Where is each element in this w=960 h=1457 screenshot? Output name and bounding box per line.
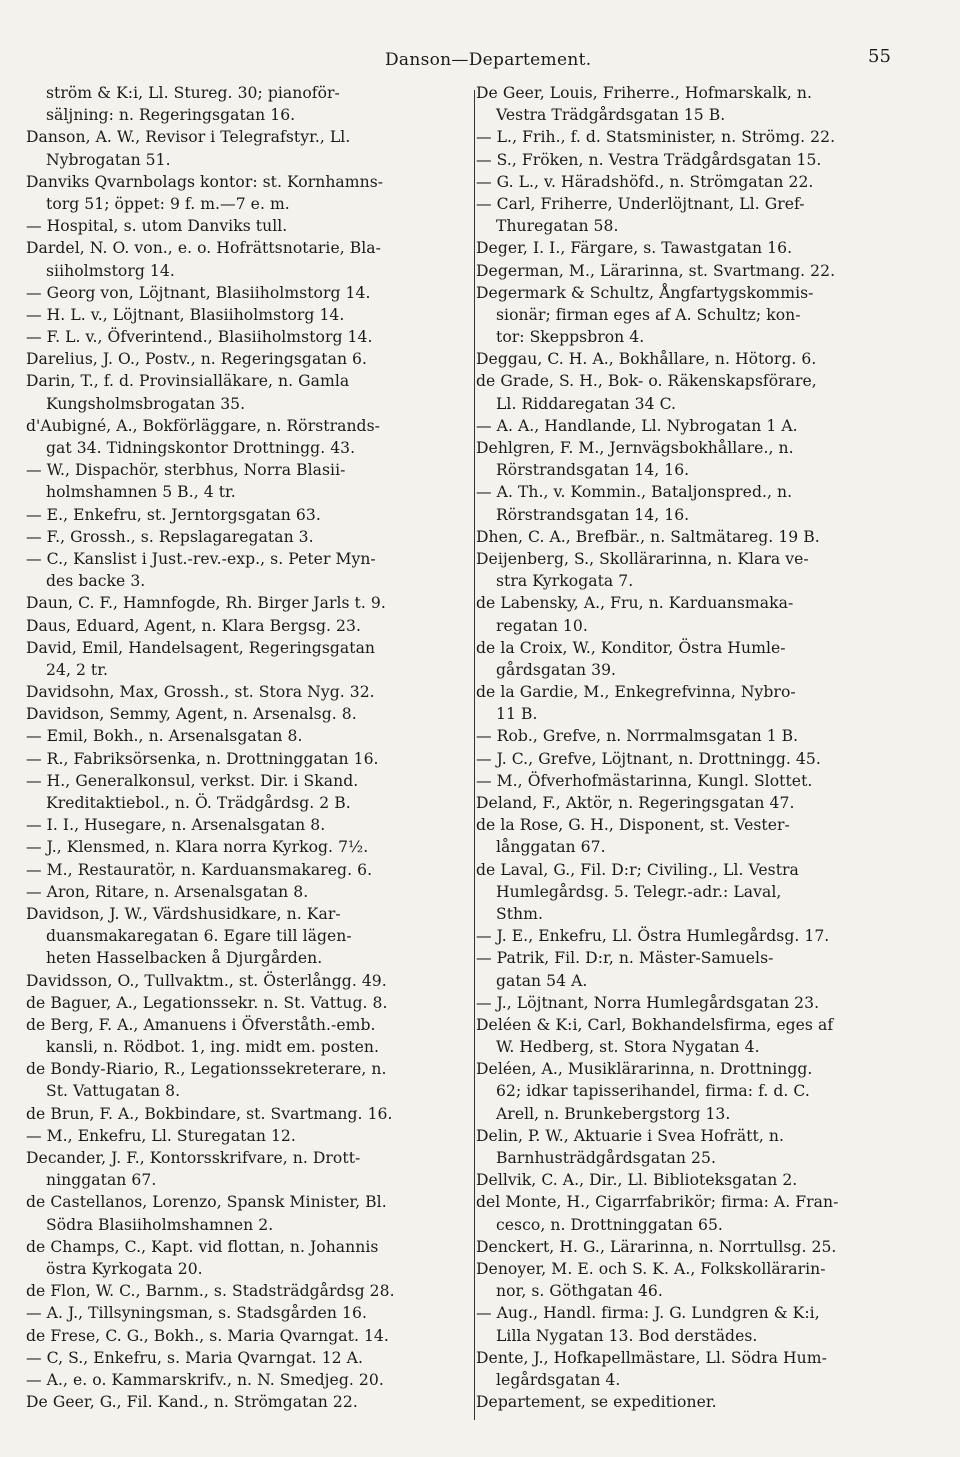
directory-line: sionär; firman eges af A. Schultz; kon-	[496, 305, 801, 324]
directory-line: — Aug., Handl. firma: J. G. Lundgren & K:i,	[476, 1304, 820, 1323]
directory-line: — J., Klensmed, n. Klara norra Kyrkog. 7½.	[26, 838, 369, 857]
directory-line: Dhen, C. A., Brefbär., n. Saltmätareg. 19 B.	[476, 527, 820, 546]
directory-line: Södra Blasiiholmshamnen 2.	[46, 1215, 274, 1234]
directory-line: Humlegårdsg. 5. Telegr.-adr.: Laval,	[496, 882, 782, 901]
directory-line: de Laval, G., Fil. D:r; Civiling., Ll. Vestra	[476, 860, 799, 879]
directory-line: Arell, n. Brunkebergstorg 13.	[496, 1104, 731, 1123]
directory-line: de Grade, S. H., Bok- o. Räkenskapsförare,	[476, 372, 817, 391]
page-header	[0, 44, 960, 74]
directory-line: Kungsholmsbrogatan 35.	[46, 394, 246, 413]
directory-line: Davidsohn, Max, Grossh., st. Stora Nyg. 32.	[26, 683, 375, 702]
directory-line: Dellvik, C. A., Dir., Ll. Biblioteksgatan 2.	[476, 1171, 798, 1190]
directory-line: Vestra Trädgårdsgatan 15 B.	[496, 106, 726, 125]
directory-line: — C., Kanslist i Just.-rev.-exp., s. Peter Myn-	[26, 549, 376, 568]
directory-line: W. Hedberg, st. Stora Nygatan 4.	[496, 1038, 760, 1057]
directory-line: Sthm.	[496, 904, 543, 923]
directory-line: duansmakaregatan 6. Egare till lägen-	[46, 927, 352, 946]
directory-line: — Carl, Friherre, Underlöjtnant, Ll. Gref-	[476, 194, 805, 213]
directory-line: del Monte, H., Cigarrfabrikör; firma: A. Fran-	[476, 1193, 839, 1212]
directory-line: De Geer, G., Fil. Kand., n. Strömgatan 22.	[26, 1393, 358, 1412]
directory-line: — J. C., Grefve, Löjtnant, n. Drottningg. 45.	[476, 749, 821, 768]
directory-line: — R., Fabriksörsenka, n. Drottninggatan 16.	[26, 749, 379, 768]
directory-line: Deger, I. I., Färgare, s. Tawastgatan 16.	[476, 239, 793, 258]
directory-line: Lilla Nygatan 13. Bod derstädes.	[496, 1326, 758, 1345]
directory-line: holmshamnen 5 B., 4 tr.	[46, 483, 236, 502]
directory-line: — H., Generalkonsul, verkst. Dir. i Skand.	[26, 771, 359, 790]
directory-line: Dente, J., Hofkapellmästare, Ll. Södra Hum-	[476, 1348, 827, 1367]
directory-line: — Georg von, Löjtnant, Blasiiholmstorg 14.	[26, 283, 371, 302]
directory-line: Davidsson, O., Tullvaktm., st. Österlångg. 49.	[26, 971, 387, 990]
directory-line: De Geer, Louis, Friherre., Hofmarskalk, n.	[476, 84, 812, 102]
directory-line: Delin, P. W., Aktuarie i Svea Hofrätt, n.	[476, 1126, 784, 1145]
directory-line: torg 51; öppet: 9 f. m.—7 e. m.	[46, 194, 290, 213]
directory-line: legårdsgatan 4.	[496, 1370, 621, 1389]
directory-line: — Hospital, s. utom Danviks tull.	[26, 217, 288, 236]
directory-line: — F., Grossh., s. Repslagaregatan 3.	[26, 527, 314, 546]
directory-line: Deland, F., Aktör, n. Regeringsgatan 47.	[476, 794, 795, 812]
directory-line: — A., e. o. Kammarskrifv., n. N. Smedjeg. 20.	[26, 1370, 384, 1389]
directory-line: gat 34. Tidningskontor Drottningg. 43.	[46, 439, 356, 457]
directory-line: Thuregatan 58.	[496, 217, 619, 236]
directory-line: Barnhusträdgårdsgatan 25.	[496, 1149, 716, 1167]
directory-line: Ll. Riddaregatan 34 C.	[496, 394, 677, 413]
directory-line: — I. I., Husegare, n. Arsenalsgatan 8.	[26, 816, 326, 835]
directory-line: d'Aubigné, A., Bokförläggare, n. Rörstrands-	[26, 416, 380, 435]
directory-line: — Rob., Grefve, n. Norrmalmsgatan 1 B.	[476, 727, 799, 746]
directory-line: Danson, A. W., Revisor i Telegrafstyr., Ll.	[26, 128, 351, 147]
directory-line: — L., Frih., f. d. Statsminister, n. Strömg. 22.	[476, 128, 836, 147]
directory-line: siiholmstorg 14.	[46, 261, 175, 280]
directory-line: de Frese, C. G., Bokh., s. Maria Qvarngat. 14.	[26, 1326, 389, 1345]
directory-line: säljning: n. Regeringsgatan 16.	[46, 106, 296, 125]
directory-line: de la Rose, G. H., Disponent, st. Vester-	[476, 816, 790, 835]
directory-line: — A. J., Tillsyningsman, s. Stadsgården 16.	[26, 1304, 367, 1323]
directory-line: 24, 2 tr.	[46, 660, 109, 679]
directory-line: Davidson, J. W., Värdshusidkare, n. Kar-	[26, 904, 341, 923]
directory-line: tor: Skeppsbron 4.	[496, 328, 645, 347]
directory-line: Degermark & Schultz, Ångfartygskommis-	[476, 283, 814, 302]
directory-line: de Castellanos, Lorenzo, Spansk Minister, Bl.	[26, 1193, 387, 1212]
directory-line: Danviks Qvarnbolags kontor: st. Kornhamns-	[26, 172, 384, 191]
directory-line: Denoyer, M. E. och S. K. A., Folkskollärarin-	[476, 1259, 826, 1278]
directory-line: — E., Enkefru, st. Jerntorgsgatan 63.	[26, 505, 321, 524]
directory-line: — J., Löjtnant, Norra Humlegårdsgatan 23.	[476, 993, 820, 1012]
directory-line: Decander, J. F., Kontorsskrifvare, n. Drott-	[26, 1149, 361, 1167]
directory-line: Dehlgren, F. M., Jernvägsbokhållare., n.	[476, 439, 794, 457]
right-column	[476, 82, 942, 1413]
directory-line: — J. E., Enkefru, Ll. Östra Humlegårdsg. 17.	[476, 927, 830, 946]
directory-line: — W., Dispachör, sterbhus, Norra Blasii-	[26, 461, 346, 480]
directory-line: de Champs, C., Kapt. vid flottan, n. Johannis	[26, 1237, 379, 1256]
directory-line: stra Kyrkogata 7.	[496, 572, 634, 591]
directory-line: — A. A., Handlande, Ll. Nybrogatan 1 A.	[476, 416, 798, 435]
directory-line: Deléen, A., Musiklärarinna, n. Drottningg.	[476, 1060, 813, 1079]
directory-line: 62; idkar tapisserihandel, firma: f. d. C.	[496, 1082, 810, 1101]
directory-line: St. Vattugatan 8.	[46, 1082, 181, 1101]
running-head: Danson—Departement.	[385, 50, 592, 70]
directory-line: des backe 3.	[46, 572, 146, 591]
directory-line: de Brun, F. A., Bokbindare, st. Svartmang. 16.	[26, 1104, 393, 1123]
directory-line: cesco, n. Drottninggatan 65.	[496, 1215, 723, 1234]
directory-line: de la Gardie, M., Enkegrefvinna, Nybro-	[476, 683, 796, 702]
directory-line: Daus, Eduard, Agent, n. Klara Bergsg. 23.	[26, 616, 361, 635]
directory-line: — Patrik, Fil. D:r, n. Mäster-Samuels-	[476, 949, 774, 968]
directory-line: gårdsgatan 39.	[496, 660, 617, 679]
directory-line: Darelius, J. O., Postv., n. Regeringsgatan 6.	[26, 350, 368, 369]
directory-line: heten Hasselbacken å Djurgården.	[46, 949, 323, 968]
directory-line: — C, S., Enkefru, s. Maria Qvarngat. 12 A.	[26, 1348, 363, 1367]
page-number: 55	[868, 46, 891, 67]
directory-line: ninggatan 67.	[46, 1171, 157, 1190]
directory-line: Deggau, C. H. A., Bokhållare, n. Hötorg. 6.	[476, 350, 817, 369]
directory-line: de Berg, F. A., Amanuens i Öfverståth.-emb.	[26, 1015, 376, 1034]
directory-line: nor, s. Göthgatan 46.	[496, 1282, 663, 1301]
directory-line: — F. L. v., Öfverintend., Blasiiholmstorg 14.	[26, 328, 373, 347]
directory-line: de Flon, W. C., Barnm., s. Stadsträdgårdsg 28.	[26, 1282, 395, 1301]
directory-line: Departement, se expeditioner.	[476, 1393, 717, 1412]
directory-line: — S., Fröken, n. Vestra Trädgårdsgatan 15.	[476, 150, 822, 169]
directory-line: Nybrogatan 51.	[46, 150, 171, 169]
left-column	[26, 82, 472, 1413]
directory-line: östra Kyrkogata 20.	[46, 1259, 203, 1278]
directory-line: Dardel, N. O. von., e. o. Hofrättsnotarie, Bla-	[26, 239, 381, 258]
directory-line: de la Croix, W., Konditor, Östra Humle-	[476, 638, 786, 657]
directory-line: Deijenberg, S., Skollärarinna, n. Klara ve-	[476, 549, 809, 568]
directory-line: — Emil, Bokh., n. Arsenalsgatan 8.	[26, 727, 303, 746]
directory-line: Denckert, H. G., Lärarinna, n. Norrtullsg. 25.	[476, 1237, 837, 1256]
directory-line: Degerman, M., Lärarinna, st. Svartmang. 22.	[476, 261, 836, 280]
directory-line: Daun, C. F., Hamnfogde, Rh. Birger Jarls t. 9.	[26, 594, 386, 613]
directory-line: Rörstrandsgatan 14, 16.	[496, 505, 690, 524]
directory-line: de Baguer, A., Legationssekr. n. St. Vattug. 8.	[26, 993, 388, 1012]
directory-line: David, Emil, Handelsagent, Regeringsgatan	[26, 638, 376, 657]
directory-line: — M., Öfverhofmästarinna, Kungl. Slottet.	[476, 771, 813, 790]
directory-line: — H. L. v., Löjtnant, Blasiiholmstorg 14.	[26, 305, 345, 324]
directory-line: — G. L., v. Häradshöfd., n. Strömgatan 22.	[476, 172, 814, 191]
directory-line: — M., Restauratör, n. Karduansmakareg. 6.	[26, 860, 373, 879]
directory-line: Kreditaktiebol., n. Ö. Trädgårdsg. 2 B.	[46, 794, 351, 812]
directory-line: — A. Th., v. Kommin., Bataljonspred., n.	[476, 483, 793, 502]
column-divider	[474, 90, 475, 1420]
directory-line: kansli, n. Rödbot. 1, ing. midt em. posten.	[46, 1038, 379, 1057]
directory-line: Rörstrandsgatan 14, 16.	[496, 461, 690, 480]
directory-line: gatan 54 A.	[496, 971, 588, 990]
directory-line: de Bondy-Riario, R., Legationssekreterare, n.	[26, 1060, 387, 1079]
directory-line: ström & K:i, Ll. Stureg. 30; pianoför-	[46, 84, 340, 102]
directory-line: Deléen & K:i, Carl, Bokhandelsfirma, eges af	[476, 1015, 834, 1034]
directory-line: — M., Enkefru, Ll. Sturegatan 12.	[26, 1126, 296, 1145]
directory-line: långgatan 67.	[496, 838, 606, 857]
directory-line: 11 B.	[496, 705, 538, 724]
directory-line: Darin, T., f. d. Provinsialläkare, n. Gamla	[26, 372, 350, 391]
directory-line: Davidson, Semmy, Agent, n. Arsenalsg. 8.	[26, 705, 357, 724]
directory-line: — Aron, Ritare, n. Arsenalsgatan 8.	[26, 882, 309, 901]
directory-line: de Labensky, A., Fru, n. Karduansmaka-	[476, 594, 794, 613]
directory-line: regatan 10.	[496, 616, 588, 635]
